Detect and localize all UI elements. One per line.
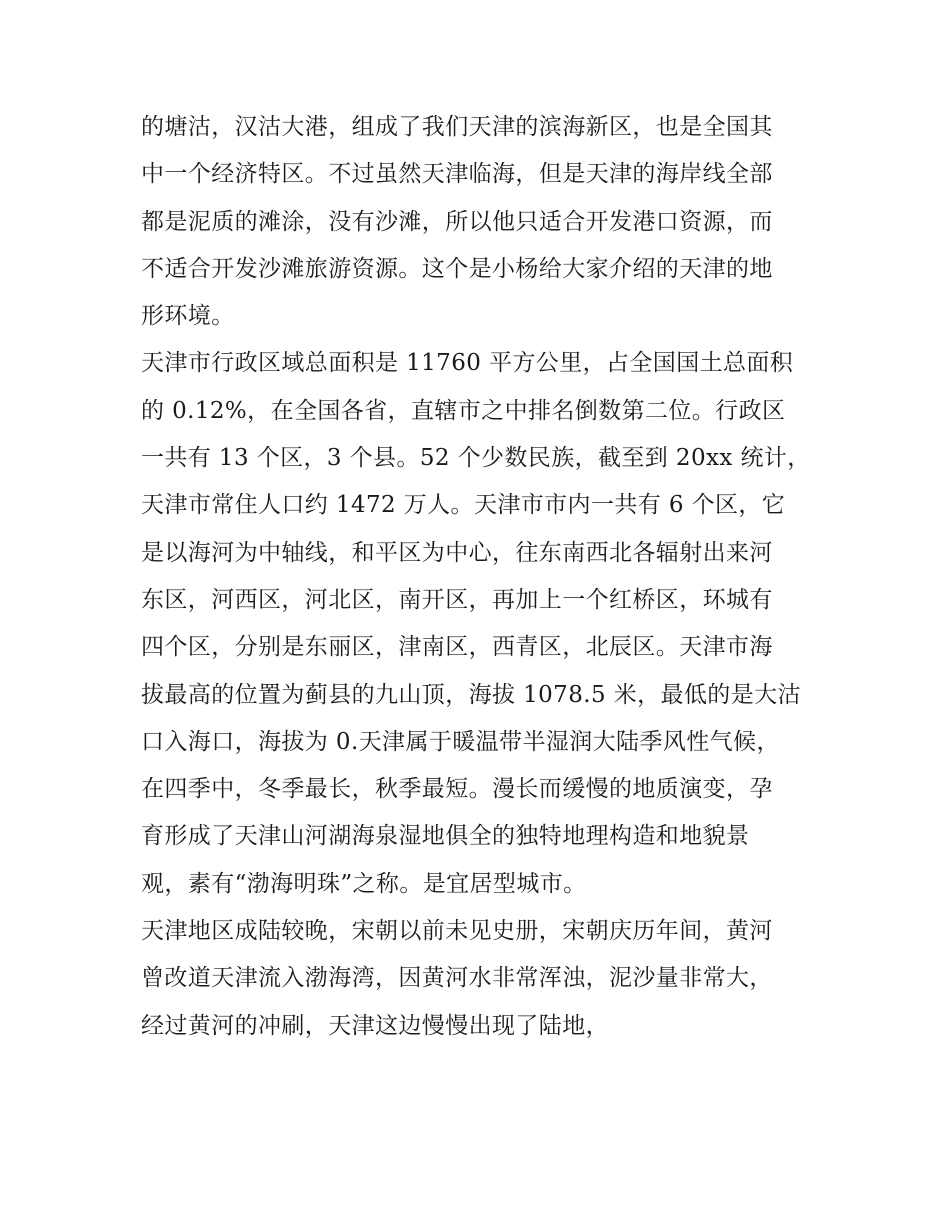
text-line: 曾改道天津流入渤海湾，因黄河水非常浑浊，泥沙量非常大， bbox=[141, 965, 773, 992]
text-line: 是以海河为中轴线，和平区为中心，往东南西北各辐射出来河 bbox=[141, 539, 773, 566]
text-line: 在四季中，冬季最长，秋季最短。漫长而缓慢的地质演变，孕 bbox=[141, 776, 773, 803]
text-line: 的塘沽，汉沽大港，组成了我们天津的滨海新区，也是全国其 bbox=[141, 114, 773, 140]
text-line: 育形成了天津山河湖海泉湿地俱全的独特地理构造和地貌景 bbox=[141, 823, 750, 850]
text-line: 口入海口，海拔为 0.天津属于暖温带半湿润大陆季风性气候， bbox=[141, 728, 780, 755]
text-line: 观，素有“渤海明珠”之称。是宜居型城市。 bbox=[141, 870, 587, 897]
text-line: 拔最高的位置为蓟县的九山顶，海拔 1078.5 米，最低的是大沽 bbox=[141, 681, 801, 708]
body-text bbox=[141, 104, 821, 1050]
text-line: 都是泥质的滩涂，没有沙滩，所以他只适合开发港口资源，而 bbox=[141, 208, 773, 235]
text-line: 的 0.12%，在全国各省，直辖市之中排名倒数第二位。行政区 bbox=[141, 397, 786, 424]
text-line: 天津市行政区域总面积是 11760 平方公里，占全国国土总面积 bbox=[141, 350, 794, 377]
text-line: 形环境。 bbox=[141, 303, 235, 330]
text-line: 一共有 13 个区，3 个县。52 个少数民族，截至到 20xx 统计， bbox=[141, 445, 811, 472]
text-line: 天津地区成陆较晚，宋朝以前未见史册，宋朝庆历年间，黄河 bbox=[141, 918, 773, 945]
text-line: 东区，河西区，河北区，南开区，再加上一个红桥区，环城有 bbox=[141, 586, 773, 613]
text-line: 中一个经济特区。不过虽然天津临海，但是天津的海岸线全部 bbox=[141, 161, 773, 188]
text-line: 不适合开发沙滩旅游资源。这个是小杨给大家介绍的天津的地 bbox=[141, 255, 773, 282]
text-line: 四个区，分别是东丽区，津南区，西青区，北辰区。天津市海 bbox=[141, 634, 773, 661]
text-line: 经过黄河的冲刷，天津这边慢慢出现了陆地， bbox=[141, 1012, 609, 1039]
text-line: 天津市常住人口约 1472 万人。天津市市内一共有 6 个区，它 bbox=[141, 492, 786, 519]
